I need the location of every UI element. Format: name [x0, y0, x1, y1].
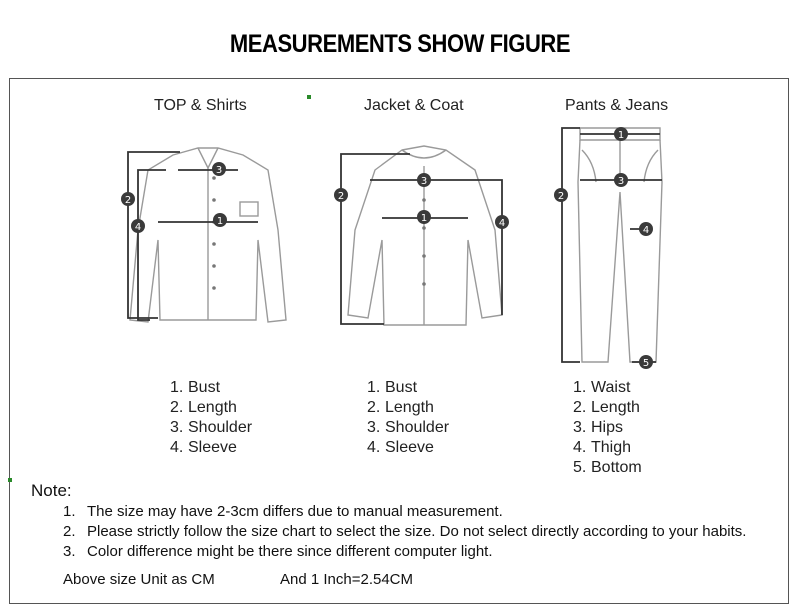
note-list — [63, 502, 746, 562]
corner-mark — [307, 95, 311, 99]
marker-2 — [121, 192, 135, 206]
note-item: 2. Please strictly follow the size chart to select the size. Do not select directly according to your habits. — [63, 523, 747, 540]
list-item: 1. Bust — [367, 379, 418, 396]
svg-text:3: 3 — [215, 165, 223, 176]
list-item: 1. Waist — [573, 379, 631, 396]
svg-text:2: 2 — [124, 195, 132, 206]
svg-text:4: 4 — [642, 225, 650, 236]
svg-text:1: 1 — [617, 130, 625, 141]
marker-4 — [131, 219, 145, 233]
unit-text: Above size Unit as CM — [63, 571, 215, 588]
list-item: 2. Length — [573, 399, 640, 416]
svg-text:1: 1 — [420, 213, 428, 224]
list-item: 2. Length — [367, 399, 434, 416]
marker-2 — [334, 188, 348, 202]
pants-icon — [550, 122, 670, 372]
heading-pants-jeans: Pants & Jeans — [565, 97, 669, 114]
list-item: 1. Bust — [170, 379, 221, 396]
list-item: 4. Sleeve — [170, 439, 237, 456]
pants-measure-list — [573, 378, 642, 478]
shirt-measure-list — [170, 378, 252, 458]
heading-jacket-coat: Jacket & Coat — [364, 97, 464, 114]
svg-text:1: 1 — [216, 216, 224, 227]
heading-tops-shirts: TOP & Shirts — [154, 97, 247, 114]
list-item: 4. Sleeve — [367, 439, 434, 456]
corner-mark — [8, 478, 12, 482]
marker-2 — [554, 188, 568, 202]
svg-text:5: 5 — [642, 358, 650, 369]
list-item: 3. Hips — [573, 419, 624, 436]
marker-1 — [614, 127, 628, 141]
svg-text:4: 4 — [498, 218, 506, 229]
shirt-icon — [118, 140, 298, 350]
list-item: 2. Length — [170, 399, 237, 416]
marker-3 — [614, 173, 628, 187]
marker-3 — [417, 173, 431, 187]
svg-text:3: 3 — [420, 176, 428, 187]
svg-text:2: 2 — [557, 191, 565, 202]
note-item: 3. Color difference might be there since different computer light. — [63, 543, 493, 560]
marker-5 — [639, 355, 653, 369]
jacket-measure-list — [367, 378, 449, 458]
svg-text:2: 2 — [337, 191, 345, 202]
svg-text:4: 4 — [134, 222, 142, 233]
jacket-icon — [330, 140, 520, 350]
page-title: MEASUREMENTS SHOW FIGURE — [229, 30, 571, 58]
marker-3 — [212, 162, 226, 176]
note-heading: Note: — [31, 481, 72, 500]
marker-4 — [495, 215, 509, 229]
inch-conversion-text: And 1 Inch=2.54CM — [280, 571, 414, 588]
marker-1 — [213, 213, 227, 227]
list-item: 5. Bottom — [573, 459, 642, 476]
list-item: 4. Thigh — [573, 439, 632, 456]
marker-4 — [639, 222, 653, 236]
marker-1 — [417, 210, 431, 224]
list-item: 3. Shoulder — [367, 419, 450, 436]
note-item: 1. The size may have 2-3cm differs due to manual measurement. — [63, 503, 503, 520]
svg-text:3: 3 — [617, 176, 625, 187]
list-item: 3. Shoulder — [170, 419, 253, 436]
